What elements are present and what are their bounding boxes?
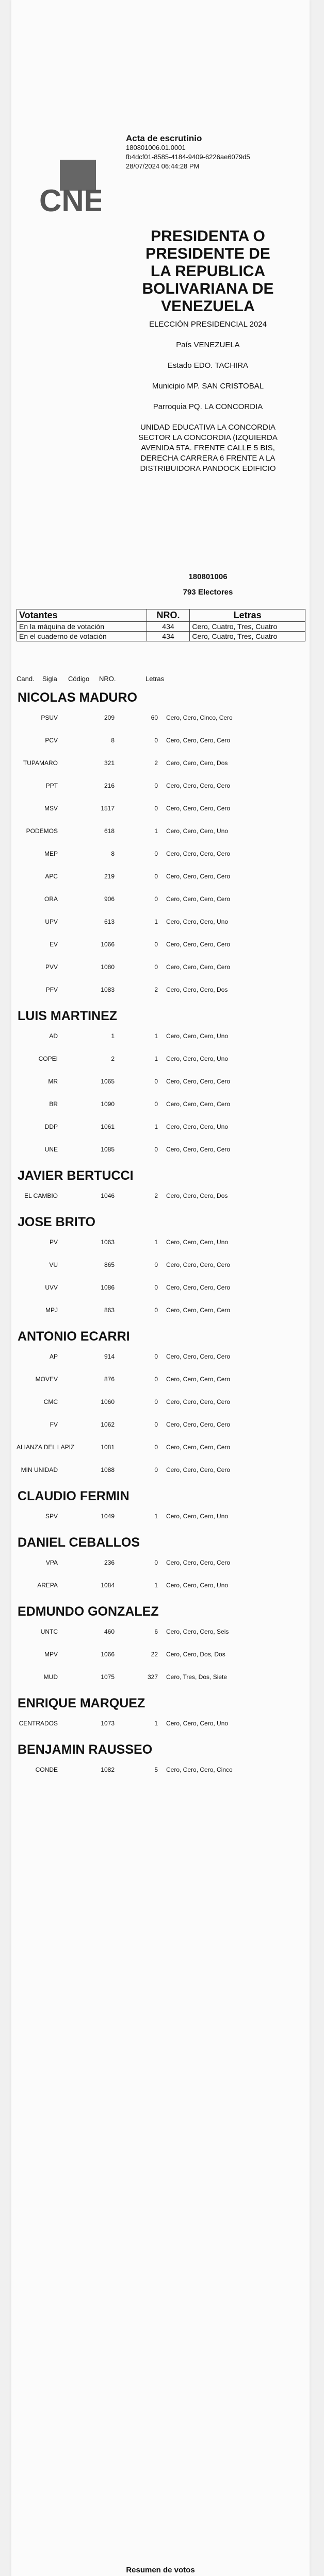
party-row bbox=[17, 1235, 305, 1250]
party-row bbox=[17, 1281, 305, 1295]
party-codigo: 1083 bbox=[101, 986, 115, 993]
party-votes: 0 bbox=[154, 1284, 158, 1291]
party-sigla: AP bbox=[49, 1353, 58, 1360]
party-sigla: ALIANZA DEL LAPIZ bbox=[17, 1444, 75, 1451]
party-votes-letras: Cero, Cero, Cero, Cero bbox=[166, 1078, 231, 1085]
party-row bbox=[17, 1579, 305, 1593]
party-votes-letras: Cero, Cero, Cero, Uno bbox=[166, 1513, 229, 1520]
party-votes: 1 bbox=[154, 1513, 158, 1520]
party-row bbox=[17, 1670, 305, 1685]
col-codigo: Código bbox=[68, 675, 90, 683]
party-votes: 0 bbox=[154, 1466, 158, 1473]
candidate-name: JOSE BRITO bbox=[18, 1215, 95, 1229]
party-row bbox=[17, 1029, 305, 1044]
party-codigo: 1061 bbox=[101, 1123, 115, 1130]
party-row bbox=[17, 1075, 305, 1089]
party-votes: 1 bbox=[154, 1582, 158, 1589]
party-codigo: 1062 bbox=[101, 1421, 115, 1428]
party-votes-letras: Cero, Cero, Cero, Cero bbox=[166, 1376, 231, 1383]
party-codigo: 1085 bbox=[101, 1146, 115, 1153]
svg-text:CNE: CNE bbox=[39, 183, 101, 218]
eleccion-label: ELECCIÓN PRESIDENCIAL 2024 bbox=[149, 320, 267, 329]
party-sigla: PCV bbox=[45, 737, 58, 744]
letras-header: Letras bbox=[190, 609, 305, 622]
party-votes-letras: Cero, Cero, Cero, Dos bbox=[166, 1192, 228, 1199]
party-row bbox=[17, 983, 305, 997]
acta-label: Acta de escrutinio bbox=[126, 133, 202, 143]
party-sigla: MIN UNIDAD bbox=[21, 1466, 58, 1473]
party-votes: 2 bbox=[154, 986, 158, 993]
election-title: PRESIDENTA O PRESIDENTE DE LA REPUBLICA BOLIVARIANA DE VENEZUELA bbox=[142, 228, 274, 315]
party-sigla: VPA bbox=[45, 1559, 58, 1566]
party-codigo: 876 bbox=[104, 1376, 115, 1383]
party-row bbox=[17, 1143, 305, 1157]
party-codigo: 1046 bbox=[101, 1192, 115, 1199]
party-sigla: AD bbox=[49, 1032, 58, 1040]
party-codigo: 914 bbox=[104, 1353, 115, 1360]
party-votes-letras: Cero, Cero, Cero, Dos bbox=[166, 759, 228, 767]
party-votes: 2 bbox=[154, 759, 158, 767]
party-sigla: CMC bbox=[43, 1398, 58, 1405]
party-sigla: PV bbox=[49, 1239, 58, 1246]
party-votes: 6 bbox=[154, 1628, 158, 1635]
party-votes-letras: Cero, Cero, Cero, Uno bbox=[166, 1055, 229, 1062]
party-row bbox=[17, 779, 305, 793]
party-votes: 0 bbox=[154, 850, 158, 857]
party-sigla: PVV bbox=[45, 963, 58, 971]
party-row bbox=[17, 1556, 305, 1570]
party-codigo: 460 bbox=[104, 1628, 115, 1635]
party-votes: 0 bbox=[154, 1421, 158, 1428]
party-row bbox=[17, 734, 305, 748]
party-votes-letras: Cero, Cero, Cero, Uno bbox=[166, 827, 229, 835]
party-codigo: 906 bbox=[104, 895, 115, 903]
party-votes-letras: Cero, Cero, Cero, Cero bbox=[166, 1146, 231, 1153]
cuaderno-label: En el cuaderno de votación bbox=[17, 632, 147, 641]
party-votes: 60 bbox=[151, 714, 158, 721]
party-votes-letras: Cero, Cero, Cero, Cero bbox=[166, 737, 231, 744]
nro-header: NRO. bbox=[147, 609, 190, 622]
party-sigla: ORA bbox=[44, 895, 58, 903]
party-row bbox=[17, 1418, 305, 1432]
party-votes: 1 bbox=[154, 1123, 158, 1130]
party-row bbox=[17, 1052, 305, 1066]
candidate-name: DANIEL CEBALLOS bbox=[18, 1535, 140, 1550]
party-votes-letras: Cero, Cero, Cero, Cinco bbox=[166, 1766, 233, 1773]
party-votes-letras: Cero, Cero, Cero, Cero bbox=[166, 1307, 231, 1314]
party-row bbox=[17, 1372, 305, 1387]
party-votes-letras: Cero, Cero, Cero, Cero bbox=[166, 805, 231, 812]
party-row bbox=[17, 756, 305, 771]
party-row bbox=[17, 1763, 305, 1777]
party-codigo: 1066 bbox=[101, 941, 115, 948]
party-codigo: 1063 bbox=[101, 1239, 115, 1246]
party-codigo: 8 bbox=[111, 850, 115, 857]
party-votes-letras: Cero, Cero, Cero, Dos bbox=[166, 986, 228, 993]
party-sigla: UVV bbox=[45, 1284, 58, 1291]
party-votes-letras: Cero, Cero, Cero, Seis bbox=[166, 1628, 229, 1635]
party-votes-letras: Cero, Cero, Cinco, Cero bbox=[166, 714, 233, 721]
party-codigo: 618 bbox=[104, 827, 115, 835]
acta-receipt bbox=[11, 0, 310, 2576]
party-row bbox=[17, 938, 305, 952]
party-sigla: PSUV bbox=[41, 714, 58, 721]
party-votes-letras: Cero, Cero, Cero, Cero bbox=[166, 941, 231, 948]
party-votes: 0 bbox=[154, 895, 158, 903]
party-sigla: MEP bbox=[44, 850, 58, 857]
party-sigla: UNTC bbox=[40, 1628, 58, 1635]
parroquia: Parroquia PQ. LA CONCORDIA bbox=[153, 402, 263, 411]
party-votes-letras: Cero, Cero, Cero, Cero bbox=[166, 1100, 231, 1108]
party-votes-letras: Cero, Cero, Cero, Cero bbox=[166, 1444, 231, 1451]
party-votes-letras: Cero, Cero, Cero, Uno bbox=[166, 1239, 229, 1246]
col-cand: Cand. bbox=[17, 675, 35, 683]
party-votes-letras: Cero, Cero, Cero, Uno bbox=[166, 1123, 229, 1130]
candidate-name: LUIS MARTINEZ bbox=[18, 1009, 118, 1023]
party-row bbox=[17, 1350, 305, 1364]
party-row bbox=[17, 1510, 305, 1524]
party-votes-letras: Cero, Cero, Cero, Cero bbox=[166, 895, 231, 903]
party-row bbox=[17, 915, 305, 929]
party-votes-letras: Cero, Cero, Cero, Cero bbox=[166, 850, 231, 857]
party-votes-letras: Cero, Cero, Cero, Cero bbox=[166, 782, 231, 789]
party-sigla: PODEMOS bbox=[26, 827, 58, 835]
centro: UNIDAD EDUCATIVA LA CONCORDIA SECTOR LA CONCORDIA (IZQUIERDA AVENIDA 5TA. FRENTE CALLE 5 BIS, DERECHA CARRERA 6 FRENTE A LA DISTRIBUIDORA PANDOCK EDIFICIO bbox=[138, 423, 278, 473]
maquina-label: En la máquina de votación bbox=[17, 622, 147, 632]
party-codigo: 613 bbox=[104, 918, 115, 925]
party-votes-letras: Cero, Cero, Cero, Cero bbox=[166, 1353, 231, 1360]
party-votes: 5 bbox=[154, 1766, 158, 1773]
party-votes-letras: Cero, Cero, Cero, Uno bbox=[166, 1582, 229, 1589]
party-votes: 0 bbox=[154, 941, 158, 948]
party-votes: 0 bbox=[154, 1146, 158, 1153]
party-codigo: 321 bbox=[104, 759, 115, 767]
party-sigla: PFV bbox=[45, 986, 58, 993]
candidate-name: EDMUNDO GONZALEZ bbox=[18, 1604, 159, 1619]
party-codigo: 1075 bbox=[101, 1673, 115, 1681]
party-codigo: 865 bbox=[104, 1261, 115, 1268]
party-codigo: 8 bbox=[111, 737, 115, 744]
party-codigo: 1065 bbox=[101, 1078, 115, 1085]
cuaderno-num: 434 bbox=[147, 632, 190, 641]
party-codigo: 1066 bbox=[101, 1651, 115, 1658]
party-row bbox=[17, 1717, 305, 1731]
party-row bbox=[17, 802, 305, 816]
party-sigla: MUD bbox=[43, 1673, 58, 1681]
party-codigo: 209 bbox=[104, 714, 115, 721]
party-votes: 0 bbox=[154, 1100, 158, 1108]
party-votes: 0 bbox=[154, 737, 158, 744]
party-votes: 0 bbox=[154, 873, 158, 880]
party-votes-letras: Cero, Cero, Cero, Cero bbox=[166, 1466, 231, 1473]
party-votes-letras: Cero, Cero, Cero, Cero bbox=[166, 1559, 231, 1566]
candidate-name: ENRIQUE MARQUEZ bbox=[18, 1696, 145, 1710]
party-codigo: 216 bbox=[104, 782, 115, 789]
party-sigla: VU bbox=[49, 1261, 58, 1268]
party-votes: 0 bbox=[154, 1376, 158, 1383]
party-votes-letras: Cero, Cero, Cero, Cero bbox=[166, 873, 231, 880]
party-row bbox=[17, 1648, 305, 1662]
party-sigla: TUPAMARO bbox=[23, 759, 58, 767]
acta-id: 180801006.01.0001 bbox=[126, 144, 186, 151]
party-votes: 0 bbox=[154, 1444, 158, 1451]
party-votes-letras: Cero, Tres, Dos, Siete bbox=[166, 1673, 228, 1681]
party-sigla: DDP bbox=[44, 1123, 58, 1130]
party-codigo: 236 bbox=[104, 1559, 115, 1566]
party-codigo: 1081 bbox=[101, 1444, 115, 1451]
votantes-header: Votantes bbox=[17, 609, 147, 622]
votantes-table bbox=[17, 609, 305, 641]
col-sigla: Sigla bbox=[42, 675, 57, 683]
party-sigla: MSV bbox=[44, 805, 58, 812]
party-votes: 0 bbox=[154, 1398, 158, 1405]
party-row bbox=[17, 892, 305, 907]
maquina-num: 434 bbox=[147, 622, 190, 632]
party-codigo: 1084 bbox=[101, 1582, 115, 1589]
party-sigla: MPJ bbox=[45, 1307, 58, 1314]
party-votes-letras: Cero, Cero, Cero, Cero bbox=[166, 1398, 231, 1405]
party-row bbox=[17, 1303, 305, 1318]
electores: 793 Electores bbox=[183, 588, 233, 597]
codigo: 180801006 bbox=[188, 572, 228, 581]
party-votes: 0 bbox=[154, 805, 158, 812]
party-row bbox=[17, 1625, 305, 1639]
party-sigla: SPV bbox=[45, 1513, 58, 1520]
candidate-name: NICOLAS MADURO bbox=[18, 690, 137, 705]
party-votes: 1 bbox=[154, 1239, 158, 1246]
party-votes: 2 bbox=[154, 1192, 158, 1199]
party-sigla: UPV bbox=[45, 918, 58, 925]
party-votes: 0 bbox=[154, 1307, 158, 1314]
acta-hash: fb4dcf01-8585-4184-9409-6226ae6079d5 bbox=[126, 153, 250, 161]
col-nro: NRO. bbox=[99, 675, 116, 683]
col-letras: Letras bbox=[145, 675, 165, 683]
party-row bbox=[17, 1440, 305, 1455]
party-row bbox=[17, 1463, 305, 1478]
party-votes: 22 bbox=[151, 1651, 158, 1658]
party-sigla: MR bbox=[48, 1078, 58, 1085]
party-row bbox=[17, 960, 305, 975]
candidate-name: ANTONIO ECARRI bbox=[18, 1329, 130, 1344]
candidate-name: BENJAMIN RAUSSEO bbox=[18, 1742, 153, 1757]
party-votes-letras: Cero, Cero, Dos, Dos bbox=[166, 1651, 225, 1658]
party-row bbox=[17, 1189, 305, 1204]
party-row bbox=[17, 824, 305, 839]
party-sigla: CONDE bbox=[35, 1766, 58, 1773]
party-codigo: 1090 bbox=[101, 1100, 115, 1108]
party-codigo: 1 bbox=[111, 1032, 115, 1040]
party-codigo: 2 bbox=[111, 1055, 115, 1062]
party-votes-letras: Cero, Cero, Cero, Cero bbox=[166, 1421, 231, 1428]
party-votes-letras: Cero, Cero, Cero, Cero bbox=[166, 963, 231, 971]
party-sigla: APC bbox=[45, 873, 58, 880]
party-row bbox=[17, 1258, 305, 1273]
party-row bbox=[17, 1395, 305, 1410]
party-votes: 0 bbox=[154, 1353, 158, 1360]
party-sigla: PPT bbox=[45, 782, 58, 789]
party-sigla: MPV bbox=[44, 1651, 58, 1658]
party-sigla: UNE bbox=[44, 1146, 58, 1153]
party-sigla: EL CAMBIO bbox=[24, 1192, 58, 1199]
party-codigo: 1088 bbox=[101, 1466, 115, 1473]
party-row bbox=[17, 1097, 305, 1112]
candidate-name: JAVIER BERTUCCI bbox=[18, 1168, 134, 1183]
acta-header bbox=[126, 134, 281, 171]
pais: País VENEZUELA bbox=[176, 341, 240, 349]
party-sigla: MOVEV bbox=[35, 1376, 58, 1383]
party-sigla: BR bbox=[49, 1100, 58, 1108]
party-codigo: 1049 bbox=[101, 1513, 115, 1520]
candidate-name: CLAUDIO FERMIN bbox=[18, 1489, 129, 1503]
party-votes: 1 bbox=[154, 1055, 158, 1062]
party-row bbox=[17, 870, 305, 884]
party-codigo: 1082 bbox=[101, 1766, 115, 1773]
party-votes: 1 bbox=[154, 827, 158, 835]
party-row bbox=[17, 1120, 305, 1134]
municipio: Municipio MP. SAN CRISTOBAL bbox=[152, 382, 264, 391]
resumen-title: Resumen de votos bbox=[126, 2566, 195, 2574]
party-codigo: 1517 bbox=[101, 805, 115, 812]
party-codigo: 1073 bbox=[101, 1720, 115, 1727]
estado: Estado EDO. TACHIRA bbox=[167, 361, 249, 370]
party-votes-letras: Cero, Cero, Cero, Cero bbox=[166, 1261, 231, 1268]
party-sigla: COPEI bbox=[38, 1055, 58, 1062]
party-votes: 0 bbox=[154, 1559, 158, 1566]
party-votes-letras: Cero, Cero, Cero, Cero bbox=[166, 1284, 231, 1291]
party-row bbox=[17, 847, 305, 861]
acta-timestamp: 28/07/2024 06:44:28 PM bbox=[126, 162, 200, 170]
cuaderno-letras: Cero, Cuatro, Tres, Cuatro bbox=[190, 632, 305, 641]
party-sigla: FV bbox=[50, 1421, 58, 1428]
party-votes: 1 bbox=[154, 1720, 158, 1727]
party-votes-letras: Cero, Cero, Cero, Uno bbox=[166, 1720, 229, 1727]
cne-logo bbox=[29, 155, 101, 234]
party-votes-letras: Cero, Cero, Cero, Uno bbox=[166, 1032, 229, 1040]
party-votes-letras: Cero, Cero, Cero, Uno bbox=[166, 918, 229, 925]
party-sigla: AREPA bbox=[37, 1582, 58, 1589]
party-votes: 0 bbox=[154, 1261, 158, 1268]
party-row bbox=[17, 711, 305, 725]
party-votes: 1 bbox=[154, 918, 158, 925]
party-votes: 1 bbox=[154, 1032, 158, 1040]
maquina-letras: Cero, Cuatro, Tres, Cuatro bbox=[190, 622, 305, 632]
party-codigo: 219 bbox=[104, 873, 115, 880]
party-codigo: 1086 bbox=[101, 1284, 115, 1291]
party-votes: 327 bbox=[147, 1673, 158, 1681]
party-codigo: 1060 bbox=[101, 1398, 115, 1405]
party-codigo: 1080 bbox=[101, 963, 115, 971]
party-sigla: CENTRADOS bbox=[19, 1720, 58, 1727]
party-sigla: EV bbox=[49, 941, 58, 948]
party-votes: 0 bbox=[154, 782, 158, 789]
party-votes: 0 bbox=[154, 1078, 158, 1085]
party-votes: 0 bbox=[154, 963, 158, 971]
party-codigo: 863 bbox=[104, 1307, 115, 1314]
